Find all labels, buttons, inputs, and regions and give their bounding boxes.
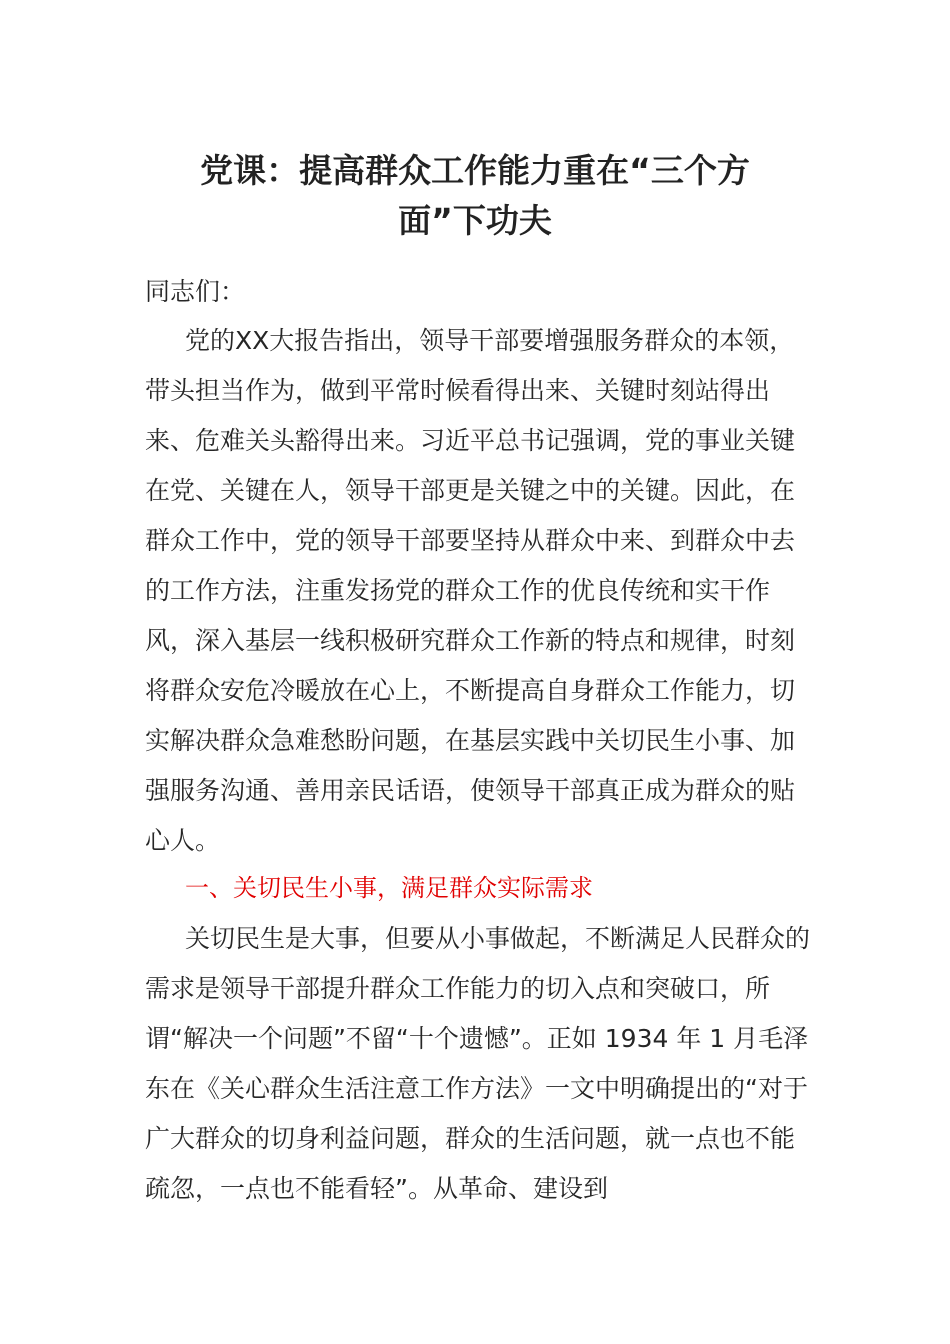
title-line-1: 党课：提高群众工作能力重在“三个方 [200,151,750,190]
paragraph-2: 关切民生是大事，但要从小事做起，不断满足人民群众的需求是领导干部提升群众工作能力的切入点和突破口，所谓“解决一个问题”不留“十个遗憾”。正如 1934 年 1 月毛泽东在《关心群众生活注意工作方法》一文中明确提出的“对于广大群众的切身利益问题，群众的生活问题，就一点也不能疏忽，一点也不能看轻”。从革命、建设到 [145,924,811,1203]
greeting: 同志们： [145,277,246,306]
section-heading-1: 一、关切民生小事，满足群众实际需求 [185,874,593,902]
document-title [145,146,805,246]
title-line-2: 面”下功夫 [398,201,552,240]
paragraph-1: 党的XX大报告指出，领导干部要增强服务群众的本领，带头担当作为，做到平常时候看得出来、关键时刻站得出来、危难关头豁得出来。习近平总书记强调，党的事业关键在党、关键在人，领导干部更是关键之中的关键。因此，在群众工作中，党的领导干部要坚持从群众中来、到群众中去的工作方法，注重发扬党的群众工作的优良传统和实干作风，深入基层一线积极研究群众工作新的特点和规律，时刻将群众安危冷暖放在心上，不断提高自身群众工作能力，切实解决群众急难愁盼问题，在基层实践中关切民生小事、加强服务沟通、善用亲民话语，使领导干部真正成为群众的贴心人。 [145,326,796,855]
